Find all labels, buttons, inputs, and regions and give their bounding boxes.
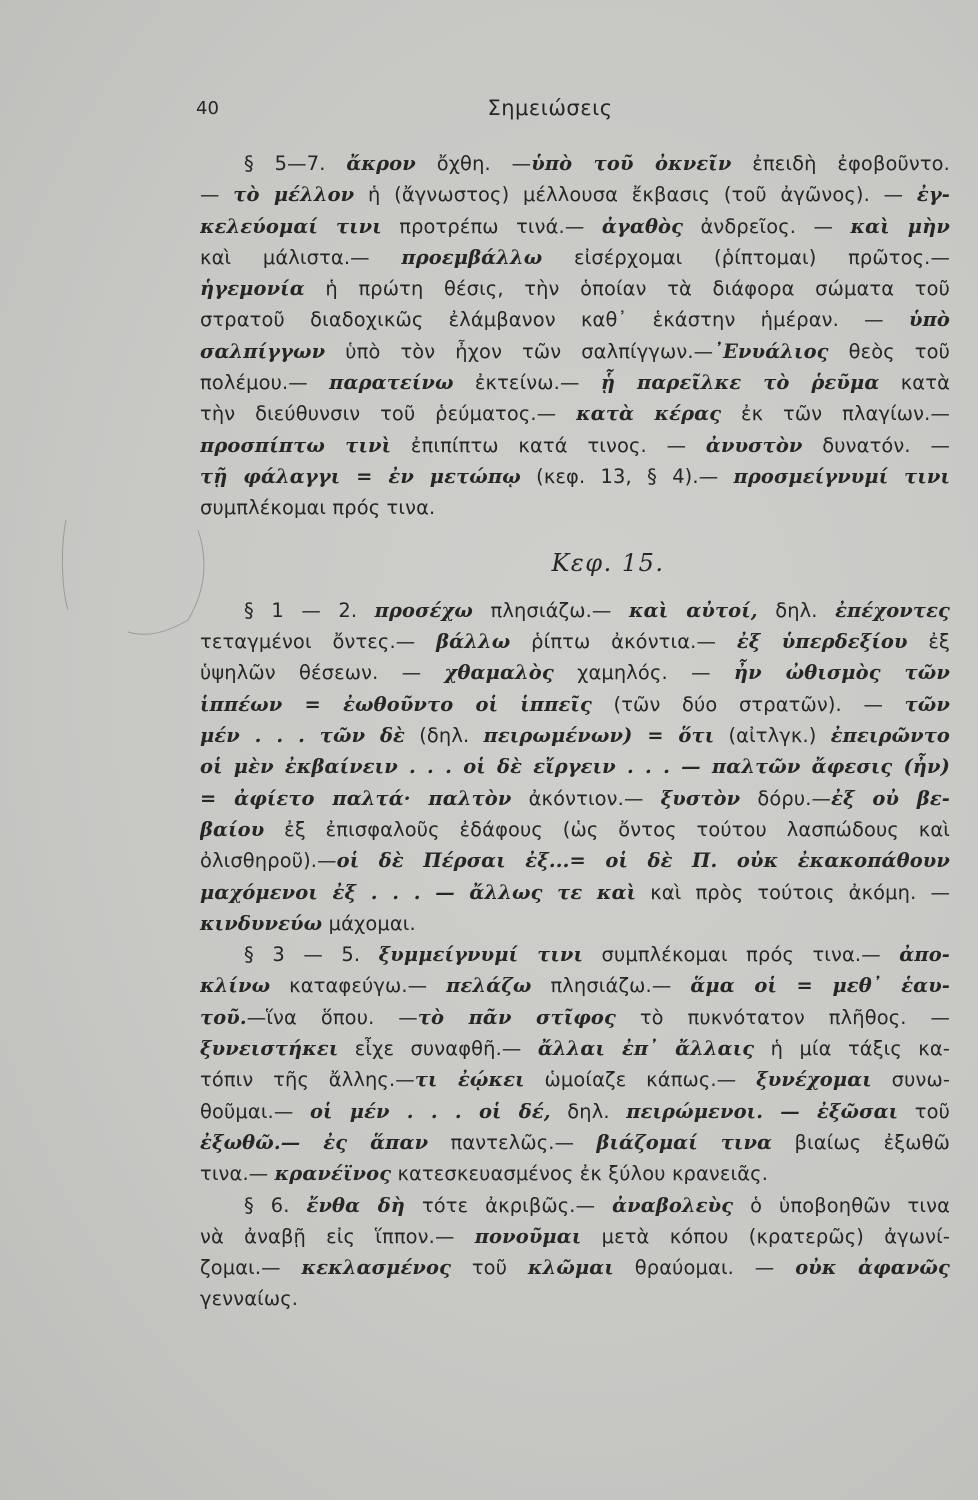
gloss-text: τόπιν τῆς ἄλλης.— — [200, 1068, 415, 1092]
gloss-text: συμπλέκομαι πρός τινα.— — [583, 943, 900, 967]
lemma-term: ξυμμείγνυμί τινι — [378, 943, 584, 967]
lemma-term: κεκλασμένος — [301, 1256, 452, 1280]
gloss-text: ἐπειδὴ ἐφοβοῦντο. — [731, 152, 950, 175]
text-line — [200, 1127, 950, 1158]
lemma-term: πελάζω — [446, 974, 532, 998]
gloss-text: πλησιάζω.— — [473, 598, 629, 622]
body-text — [200, 148, 950, 1315]
gloss-text: συνω- — [871, 1068, 950, 1092]
gloss-text: χαμηλός. — — [553, 661, 734, 685]
gloss-text: παντελῶς.— — [428, 1130, 597, 1154]
gloss-text: § 1 — 2. — [244, 598, 375, 622]
gloss-text: ἐπιπίπτω κατά τινος. — — [391, 433, 706, 457]
text-line — [200, 1158, 950, 1189]
text-line — [200, 939, 950, 970]
text-line — [200, 595, 950, 626]
lemma-term: ἐξ ὑπερδεξίου — [736, 630, 908, 654]
gloss-text: καὶ μάλιστα.— — [200, 245, 402, 269]
lemma-term: τῶν — [904, 692, 950, 716]
gloss-text: τοῦ — [451, 1256, 528, 1280]
gloss-text: (δηλ. — [405, 724, 484, 748]
lemma-term: ἅμα οἱ = μεθ᾽ ἑαυ- — [690, 974, 950, 998]
gloss-text: ζομαι.— — [200, 1256, 302, 1280]
text-line — [200, 242, 950, 273]
lemma-term: ἦν ὠθισμὸς τῶν — [733, 661, 950, 685]
gloss-text: ῥίπτω ἀκόντια.— — [510, 630, 737, 654]
lemma-term: σαλπίγγων — [200, 339, 326, 363]
text-line — [200, 336, 950, 367]
lemma-term: ἀγαθὸς — [601, 214, 684, 238]
text-line — [200, 398, 950, 429]
gloss-text: κατεσκευασμένος ἐκ ξύλου κρανειᾶς. — [391, 1162, 769, 1186]
text-line — [200, 1033, 950, 1064]
lemma-term: ᾗ παρεῖλκε τὸ ῥεῦμα — [600, 371, 880, 395]
gloss-text: ὄχθη. — — [415, 152, 532, 175]
lemma-term: τῇ φάλαγγι = ἐν μετώπῳ — [200, 464, 521, 488]
lemma-term: ἱππέων = ἐωθοῦντο οἱ ἱππεῖς — [200, 692, 592, 716]
text-line — [200, 367, 950, 398]
gloss-text: § 5—7. — [244, 152, 347, 175]
lemma-term: κλίνω — [200, 974, 271, 998]
text-line — [200, 492, 950, 523]
lemma-term: μέν . . . τῶν δὲ — [200, 724, 405, 748]
text-line — [200, 1252, 950, 1283]
gloss-text: στρατοῦ διαδοχικῶς ἐλάμβανον καθ᾽ ἑκάστην ἡμέραν. — — [200, 308, 909, 332]
chapter-heading: Κεφ. 15. — [551, 548, 665, 577]
gloss-text: (κεφ. 13, § 4).— — [520, 464, 734, 488]
lemma-term: προεμβάλλω — [401, 245, 543, 269]
text-line — [200, 1190, 950, 1221]
text-line — [200, 970, 950, 1001]
gloss-text: εἶχε συναφθῆ.— — [338, 1037, 538, 1061]
lemma-term: ἡγεμονία — [200, 277, 305, 301]
lemma-term: κρανέϊνος — [274, 1162, 392, 1186]
gloss-text: κατὰ — [879, 371, 950, 395]
text-line — [200, 751, 950, 782]
page-header — [0, 96, 978, 126]
text-line — [200, 304, 950, 335]
text-line — [200, 689, 950, 720]
text-line — [200, 430, 950, 461]
lemma-term: βάλλω — [436, 630, 511, 654]
gloss-text: § 3 — 5. — [244, 943, 379, 967]
gloss-text: γενναίως. — [200, 1287, 299, 1311]
gloss-text: (αἰτλγκ.) — [714, 724, 831, 748]
gloss-text: θραύομαι. — — [613, 1256, 796, 1280]
gloss-text: τεταγμένοι ὄντες.— — [200, 630, 437, 654]
gloss-text: — — [200, 183, 234, 207]
text-line — [200, 1283, 950, 1314]
gloss-text: δηλ. — [757, 598, 836, 622]
gloss-text: τινα.— — [200, 1162, 275, 1186]
gloss-text: νὰ ἀναβῇ εἰς ἵππον.— — [200, 1224, 475, 1248]
gloss-text: πολέμου.— — [200, 371, 330, 395]
page-number: 40 — [196, 98, 219, 119]
lemma-term: ξυστὸν — [660, 786, 741, 810]
gloss-text: ὑψηλῶν θέσεων. — — [200, 661, 445, 685]
lemma-term: προσέχω — [374, 598, 474, 622]
lemma-term: πειρωμένων) = ὅτι — [483, 724, 715, 748]
gloss-text: δυνατόν. — — [802, 433, 950, 457]
lemma-term: πειρώμενοι. — ἐξῶσαι — [626, 1099, 899, 1123]
gloss-text: καὶ πρὸς τούτοις ἀκόμη. — — [636, 880, 950, 904]
gloss-text: ἡ μία τάξις κα- — [754, 1037, 950, 1061]
lemma-term: τοῦ. — [200, 1005, 247, 1029]
text-line — [200, 1096, 950, 1127]
lemma-term: βαίου — [200, 817, 265, 841]
gloss-text: ἀκόντιον.— — [511, 786, 661, 810]
lemma-term: κατὰ κέρας — [576, 402, 722, 426]
lemma-term: ᾿Ενυάλιος — [713, 339, 829, 363]
lemma-term: ἄκρον — [346, 152, 416, 175]
gloss-text: ἐξ — [907, 630, 950, 654]
lemma-term: οἱ μὲν ἐκβαίνειν . . . οἱ δὲ εἴργειν . . . — παλτῶν ἄφεσις (ἦν) — [200, 755, 950, 779]
gloss-text: τότε ἀκριβῶς.— — [405, 1193, 613, 1217]
text-line — [200, 1221, 950, 1252]
gloss-text: ἐξ ἐπισφαλοῦς ἐδάφους (ὡς ὄντος τούτου λασπώδους καὶ — [264, 817, 950, 841]
gloss-text: τὸ πυκνότατον πλῆθος. — — [615, 1005, 950, 1029]
gloss-text: ἀνδρεῖος. — — [683, 214, 851, 238]
text-line — [200, 877, 950, 908]
pencil-mark — [58, 520, 208, 640]
gloss-text: ἡ (ἄγνωστος) μέλλουσα ἔκβασις (τοῦ ἀγῶνος). — — [354, 183, 917, 207]
lemma-term: καὶ αὐτοί, — [628, 598, 758, 622]
gloss-text: βιαίως ἐξωθῶ — [772, 1130, 950, 1154]
gloss-text: ἐκ τῶν πλαγίων.— — [721, 402, 950, 426]
lemma-term: προσμείγνυμί τινι — [733, 464, 950, 488]
text-line — [200, 148, 950, 179]
lemma-term: ἀπο- — [899, 943, 950, 967]
text-line — [200, 720, 950, 751]
text-line — [200, 1002, 950, 1033]
text-line — [200, 845, 950, 876]
lemma-term: ἐγ- — [916, 183, 950, 207]
text-line — [200, 273, 950, 304]
text-line — [200, 783, 950, 814]
gloss-text: ὡμοίαζε κάπως.— — [524, 1068, 757, 1092]
lemma-term: ξυνέχομαι — [756, 1068, 872, 1092]
lemma-term: ἀναβολεὺς — [612, 1193, 734, 1217]
gloss-text: —ἵνα ὅπου. — — [246, 1005, 418, 1029]
gloss-text: δηλ. — [550, 1099, 627, 1123]
notes-block-chapter-15 — [200, 595, 950, 1315]
lemma-term: ἀνυστὸν — [705, 433, 803, 457]
lemma-term: ἐξ οὐ βε- — [831, 786, 950, 810]
lemma-term: τι ἐῴκει — [414, 1068, 525, 1092]
text-line — [200, 211, 950, 242]
lemma-term: ἔνθα δὴ — [306, 1193, 406, 1217]
lemma-term: κλῶμαι — [527, 1256, 614, 1280]
running-head: Σημειώσεις — [487, 96, 613, 120]
gloss-text: πλησιάζω.— — [531, 974, 691, 998]
text-line — [200, 657, 950, 688]
lemma-term: ἐξωθῶ.— ἐς ἅπαν — [200, 1130, 429, 1154]
lemma-term: οἱ δὲ Πέρσαι ἐξ...= οἱ δὲ Π. οὐκ ἐκακοπάθουν — [336, 849, 950, 873]
lemma-term: μαχόμενοι ἐξ . . . — ἄλλως τε καὶ — [200, 880, 637, 904]
lemma-term: ξυνειστήκει — [200, 1037, 339, 1061]
lemma-term: = ἀφίετο παλτά· παλτὸν — [200, 786, 512, 810]
lemma-term: παρατείνω — [329, 371, 454, 395]
gloss-text: συμπλέκομαι πρός τινα. — [200, 496, 436, 520]
gloss-text: ἐκτείνω.— — [453, 371, 601, 395]
lemma-term: τὸ πᾶν στῖφος — [417, 1005, 616, 1029]
gloss-text: εἰσέρχομαι (ῥίπτομαι) πρῶτος.— — [542, 245, 950, 269]
lemma-term: κελεύομαί τινι — [200, 214, 382, 238]
gloss-text: καταφεύγω.— — [270, 974, 447, 998]
lemma-term: κινδυνεύω — [200, 911, 323, 935]
gloss-text: θεὸς τοῦ — [828, 339, 950, 363]
lemma-term: ἐπειρῶντο — [830, 724, 950, 748]
gloss-text: ἡ πρώτη θέσις, τὴν ὁποίαν τὰ διάφορα σώματα τοῦ — [304, 277, 950, 301]
lemma-term: ὑπὸ — [908, 308, 950, 332]
lemma-term: χθαμαλὸς — [444, 661, 554, 685]
gloss-text: μετὰ κόπου (κρατερῶς) ἀγωνί- — [581, 1224, 950, 1248]
lemma-term: καὶ μὴν — [850, 214, 950, 238]
gloss-text: ὁ ὑποβοηθῶν τινα — [733, 1193, 950, 1217]
gloss-text: τοῦ — [898, 1099, 950, 1123]
text-line — [200, 814, 950, 845]
gloss-text: μάχομαι. — [322, 911, 416, 935]
gloss-text: § 6. — [244, 1193, 307, 1217]
gloss-text: ὑπὸ τὸν ἦχον τῶν σαλπίγγων.— — [325, 339, 714, 363]
lemma-term: ἄλλαι ἐπ᾽ ἄλλαις — [537, 1037, 755, 1061]
lemma-term: πονοῦμαι — [474, 1224, 582, 1248]
lemma-term: προσπίπτω τινὶ — [200, 433, 392, 457]
text-line — [200, 1064, 950, 1095]
gloss-text: προτρέπω τινά.— — [381, 214, 602, 238]
gloss-text: ὀλισθηροῦ).— — [200, 849, 337, 873]
lemma-term: ὑπὸ τοῦ ὀκνεῖν — [531, 152, 732, 175]
lemma-term: ἐπέχοντες — [835, 598, 950, 622]
text-line — [200, 626, 950, 657]
text-line — [200, 179, 950, 210]
gloss-text: τὴν διεύθυνσιν τοῦ ῥεύματος.— — [200, 402, 577, 426]
notes-block-chapter-14 — [200, 148, 950, 524]
text-line — [200, 461, 950, 492]
gloss-text: θοῦμαι.— — [200, 1099, 310, 1123]
lemma-term: βιάζομαί τινα — [596, 1130, 773, 1154]
gloss-text: δόρυ.— — [740, 786, 832, 810]
lemma-term: τὸ μέλλον — [233, 183, 355, 207]
text-line — [200, 908, 950, 939]
lemma-term: οὐκ ἀφανῶς — [795, 1256, 950, 1280]
lemma-term: οἱ μέν . . . οἱ δέ, — [309, 1099, 551, 1123]
gloss-text: (τῶν δύο στρατῶν). — — [591, 692, 905, 716]
